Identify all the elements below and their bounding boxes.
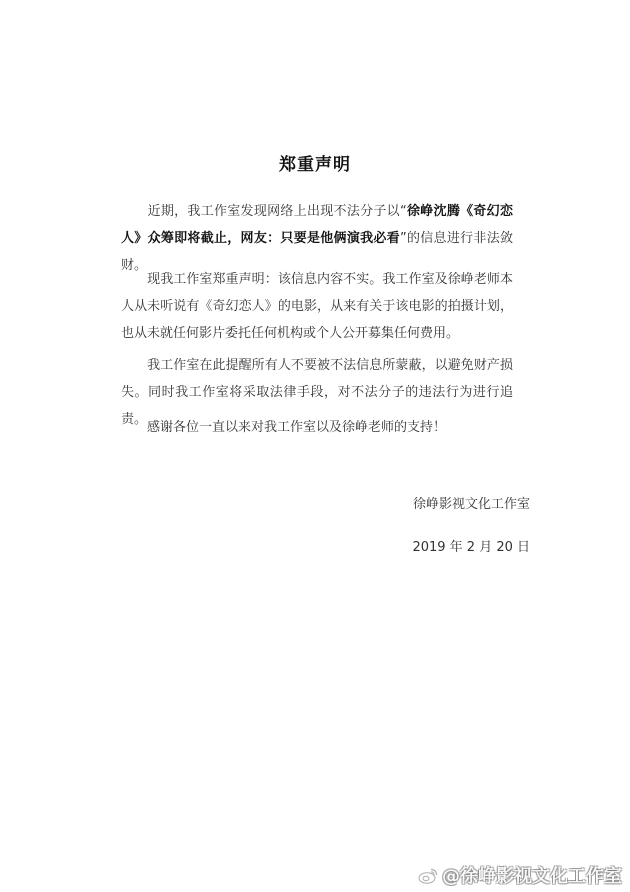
paragraph-2	[121, 266, 513, 347]
document-date: 2019 年 2 月 20 日	[412, 540, 530, 555]
signature: 徐峥影视文化工作室	[412, 497, 530, 512]
paragraph-3-text: 我工作室在此提醒所有人不要被不法信息所蒙蔽，以避免财产损失。同时我工作室将采取法律手段，对不法分子的违法行为进行追责。	[121, 358, 513, 427]
watermark-text: @徐峥影视文化工作室	[442, 866, 622, 887]
paragraph-4-text: 感谢各位一直以来对我工作室以及徐峥老师的支持！	[147, 420, 447, 435]
paragraph-1-suffix: ”的信息进行非法敛财。	[121, 231, 513, 273]
weibo-watermark	[418, 862, 622, 888]
paragraph-4	[121, 414, 513, 441]
document-title: 郑重声明	[279, 155, 351, 175]
paragraph-1-prefix: 近期，我工作室发现网络上出现不法分子以“	[147, 204, 407, 219]
paragraph-2-text: 现我工作室郑重声明：该信息内容不实。我工作室及徐峥老师本人从未听说有《奇幻恋人》的电影，从来有关于该电影的拍摄计划，也从未就任何影片委托任何机构或个人公开募集任何费用。	[121, 272, 513, 341]
paragraph-1-quoted-text: 徐峥沈腾《奇幻恋人》众筹即将截止，网友：只要是他俩演我必看	[121, 204, 513, 246]
weibo-icon	[418, 867, 438, 884]
